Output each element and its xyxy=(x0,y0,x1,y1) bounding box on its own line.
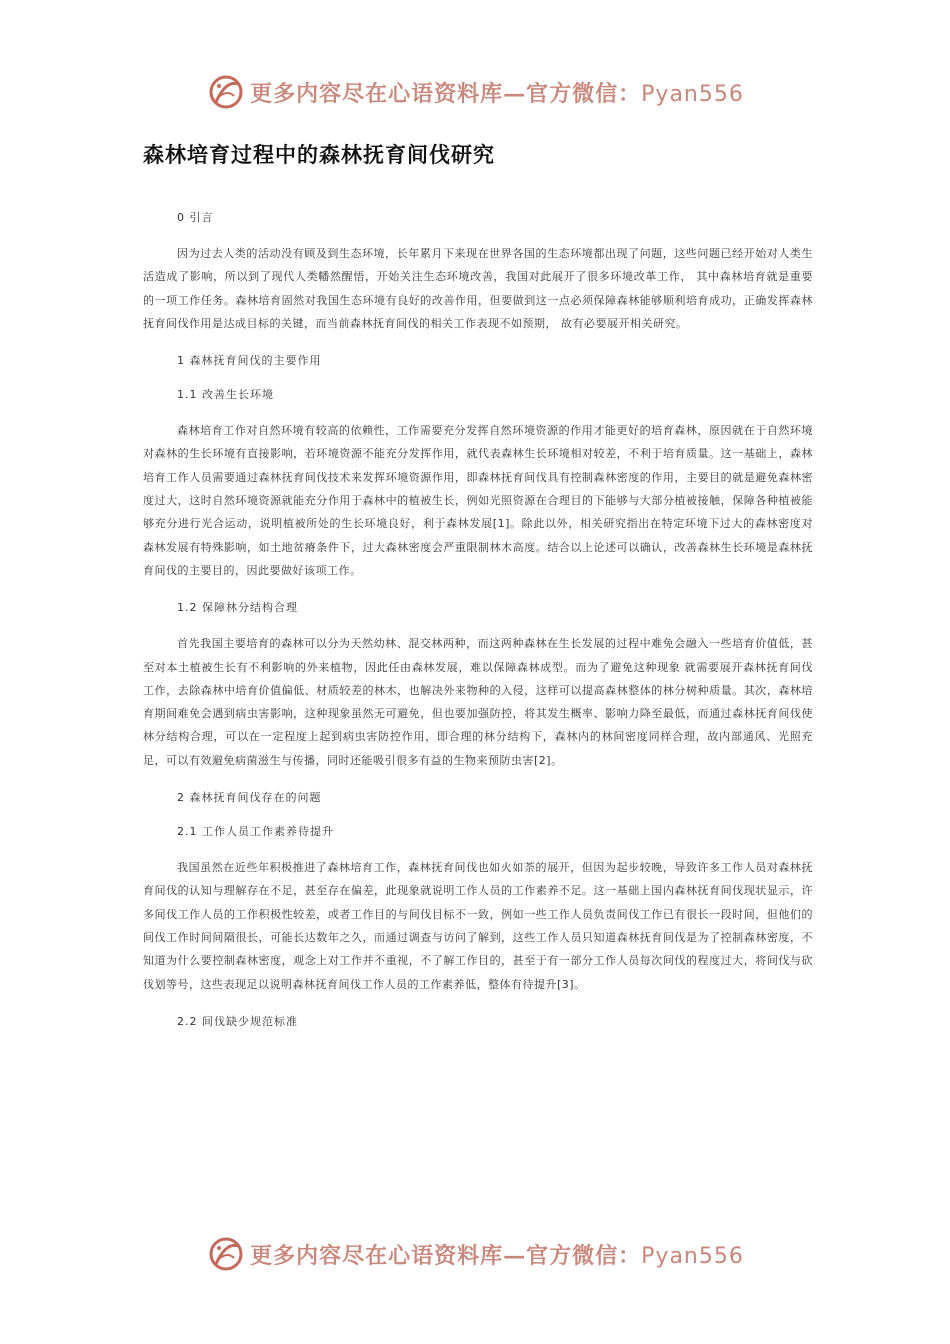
section-heading-1-2: 1.2 保障林分结构合理 xyxy=(177,601,298,615)
paragraph-1-2: 首先我国主要培育的森林可以分为天然幼林、混交林两种，而这两种森林在生长发展的过程中难免会融入一些培育价值低，甚至对本土植被生长有不利影响的外来植物，因此任由森林发展，难以保障森林成型。而为了避免这种现象 就需要展开森林抚育间伐工作，去除森林中培育价值偏低、材质较差的林木，也解决外来物种的入侵，这样可以提高森林整体的林分树种质量。其次，森林培育期间难免会遇到病虫害影响，这种现象虽然无可避免，但也要加强防控，将其发生概率、影响力降至最低，而通过森林抚育间伐使林分结构合理，可以在一定程度上起到病虫害防控作用，即合理的林分结构下，森林内的林间密度同样合理，故内部通风、光照充足，可以有效避免病菌滋生与传播，同时还能吸引很多有益的生物来预防虫害[2]。 xyxy=(143,637,813,767)
section-heading-1-1: 1.1 改善生长环境 xyxy=(177,388,274,402)
section-heading-1: 1 森林抚育间伐的主要作用 xyxy=(177,354,322,368)
section-heading-0: 0 引言 xyxy=(177,211,214,224)
paragraph-intro: 因为过去人类的活动没有顾及到生态环境，长年累月下来现在世界各国的生态环境都出现了问题，这些问题已经开始对人类生活造成了影响，所以到了现代人类幡然醒悟，开始关注生态环境改善，我国对此展开了很多环境改革工作， 其中森林培育就是重要的一项工作任务。森林培育固然对我国生态环境有良好的改善作用，但要做到这一点必须保障森林能够顺利培育成功，正确发挥森林抚育间伐作用是达成目标的关键，而当前森林抚育间伐的相关工作表现不如预期， 故有必要展开相关研究。 xyxy=(143,247,813,330)
section-heading-2: 2 森林抚育间伐存在的问题 xyxy=(177,791,322,805)
banner-label: 更多内容尽在心语资料库—官方微信： xyxy=(250,1242,642,1269)
paragraph-2-1: 我国虽然在近些年积极推进了森林培育工作，森林抚育间伐也如火如荼的展开，但因为起步较晚，导致许多工作人员对森林抚育间伐的认知与理解存在不足，甚至存在偏差，此现象就说明工作人员的工作素养不足。这一基础上国内森林抚育间伐现状显示，许多间伐工作人员的工作积极性较差，或者工作目的与间伐目标不一致，例如一些工作人员负责间伐工作已有很长一段时间，但他们的间伐工作时间间隔很长，可能长达数年之久，而通过调查与访问了解到，这些工作人员只知道森林抚育间伐是为了控制森林密度，不知道为什么要控制森林密度，观念上对工作并不重视，不了解工作目的，甚至于有一部分工作人员每次间伐的程度过大，将间伐与砍伐划等号，这些表现足以说明森林抚育间伐工作人员的工作素养低，整体有待提升[3]。 xyxy=(143,861,813,991)
top-banner xyxy=(0,68,950,116)
banner-label: 更多内容尽在心语资料库—官方微信： xyxy=(250,80,642,107)
banner-text xyxy=(250,77,744,108)
brand-logo-icon xyxy=(206,72,246,112)
section-heading-2-2: 2.2 间伐缺少规范标准 xyxy=(177,1014,298,1028)
banner-text xyxy=(250,1239,744,1270)
document-body xyxy=(143,138,813,1030)
brand-logo-icon xyxy=(206,1234,246,1274)
document-title: 森林培育过程中的森林抚育间伐研究 xyxy=(143,143,495,167)
banner-wechat-id: Pyan556 xyxy=(641,81,744,107)
paragraph-1-1: 森林培育工作对自然环境有较高的依赖性，工作需要充分发挥自然环境资源的作用才能更好的培育森林，原因就在于自然环境对森林的生长环境有直接影响，若环境资源不能充分发挥作用，就代表森林生长环境相对较差，不利于培育质量。这一基础上，森林培育工作人员需要通过森林抚育间伐技术来发挥环境资源作用，即森林抚育间伐具有控制森林密度的作用，主要目的就是避免森林密度过大，这时自然环境资源就能充分作用于森林中的植被生长，例如光照资源在合理目的下能够与大部分植被接触，保障各种植被能够充分进行光合运动，说明植被所处的生长环境良好，利于森林发展[1]。除此以外，相关研究指出在特定环境下过大的森林密度对森林发展有特殊影响，如土地贫瘠条件下，过大森林密度会严重限制林木高度。结合以上论述可以确认，改善森林生长环境是森林抚育间伐的主要目的，因此要做好该项工作。 xyxy=(143,424,813,577)
bottom-banner xyxy=(0,1230,950,1278)
section-heading-2-1: 2.1 工作人员工作素养待提升 xyxy=(177,825,334,839)
banner-wechat-id: Pyan556 xyxy=(641,1243,744,1269)
